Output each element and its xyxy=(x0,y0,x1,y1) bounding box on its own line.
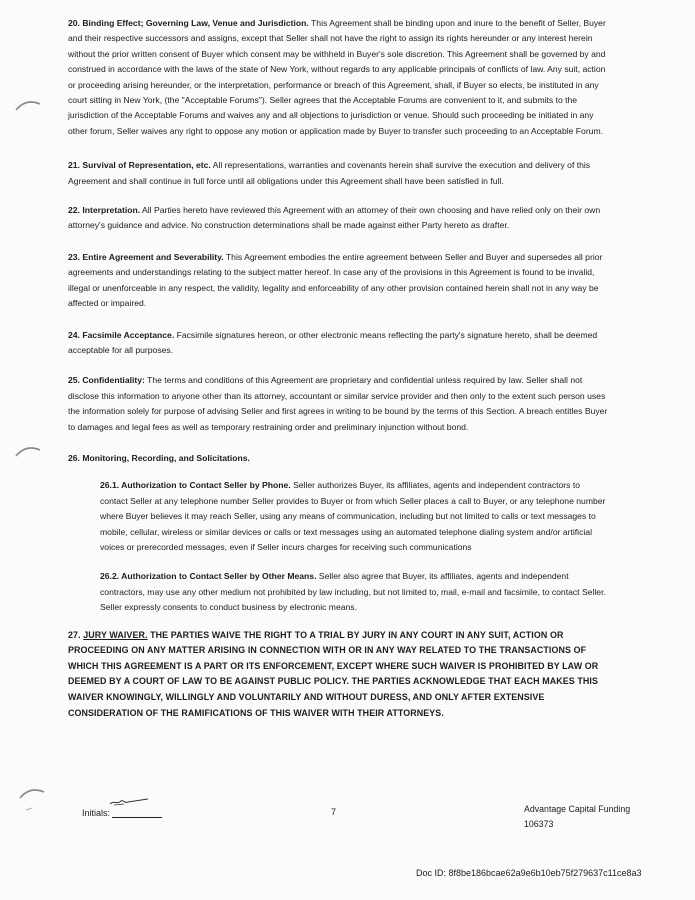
section-26-1-body: Seller authorizes Buyer, its affiliates, agents and independent contractors to contact Seller at any telephone number Seller provides to Buyer or from which Seller places a call to Buyer, or any telephone number where Buyer believes it may reach Seller, using any means of communication, including but not limited to calls or text messages to mobile, cellular, wireless or similar devices or calls or text messages using an automated telephone dialing system and/or artificial voices or prerecorded messages, even if Seller incurs charges for receiving such communications xyxy=(100,480,606,552)
section-20-body: This Agreement shall be binding upon and inure to the benefit of Seller, Buyer and their respective successors and assigns, except that Seller shall not have the right to assign its rights hereunder or any interest herein without the prior written consent of Buyer which consent may be withheld in Buyer's sole discretion. This Agreement shall be governed by and construed in accordance with the laws of the state of New York, without regards to any applicable principals of conflicts of law. Any suit, action or proceeding arising hereunder, or the interpretation, performance or breach of this Agreement, shall, if Buyer so elects, be instituted in any court sitting in New York, (the "Acceptable Forums"). Seller agrees that the Acceptable Forums are convenient to it, and submits to the jurisdiction of the Acceptable Forums and waives any and all objections to jurisdiction or venue. Should such proceeding be initiated in any other forum, Seller waives any right to oppose any motion or application made by Buyer to transfer such proceeding to an Acceptable Forum. xyxy=(68,18,606,136)
section-25-body: The terms and conditions of this Agreement are proprietary and confidential unless required by law. Seller shall not disclose this information to anyone other than its attorney, accountant or similar service provider and then only to the extent such person uses the information solely for purpose of advising Seller and first agrees in writing to be bound by the terms of this Section. A breach entitles Buyer to damages and legal fees as well as temporary restraining order and preliminary injunction without bond. xyxy=(68,375,608,432)
section-21 xyxy=(68,158,608,189)
doc-id: Doc ID: 8f8be186bcae62a9e6b10eb75f279637c11ce8a3 xyxy=(416,868,642,878)
section-27-number: 27. xyxy=(68,629,84,640)
section-26-2-body: Seller also agree that Buyer, its affiliates, agents and independent contractors, may use any other medium not prohibited by law including, but not limited to, mail, e-mail and facsimile, to contact Seller. Seller expressly consents to conduct business by electronic means. xyxy=(100,571,606,613)
company-name: Advantage Capital Funding xyxy=(524,804,631,814)
document-body xyxy=(68,8,608,721)
section-22 xyxy=(68,203,608,234)
section-26-2 xyxy=(100,569,608,615)
section-23-body: This Agreement embodies the entire agreement between Seller and Buyer and supersedes all prior agreements and understandings relating to the subject matter hereof. In case any of the provisions in this Agreement is found to be invalid, illegal or unenforceable in any respect, the validity, legality and enforceability of any other provision contained herein shall not in any way be affected or impaired. xyxy=(68,251,603,309)
initials-signature xyxy=(108,796,152,808)
section-23 xyxy=(68,250,608,312)
section-20-heading: 20. Binding Effect; Governing Law, Venue and Jurisdiction. xyxy=(68,18,309,28)
section-23-heading: 23. Entire Agreement and Severability. xyxy=(68,251,224,262)
section-26-2-heading: 26.2. Authorization to Contact Seller by Other Means. xyxy=(100,571,317,582)
section-22-heading: 22. Interpretation. xyxy=(68,205,141,216)
initials-label: Initials: xyxy=(82,808,111,818)
section-24 xyxy=(68,328,608,359)
section-25-heading: 25. Confidentiality: xyxy=(68,375,145,386)
initials-field xyxy=(82,808,162,818)
scan-mark-bottom xyxy=(18,784,48,814)
section-26 xyxy=(68,451,608,466)
section-24-body: Facsimile signatures hereon, or other electronic means reflecting the party's signature hereto, shall be deemed acceptable for all purposes. xyxy=(68,329,598,355)
section-24-heading: 24. Facsimile Acceptance. xyxy=(68,329,175,340)
section-27-body: THE PARTIES WAIVE THE RIGHT TO A TRIAL BY JURY IN ANY COURT IN ANY SUIT, ACTION OR PROCEEDING ON ANY MATTER ARISING IN CONNECTION WITH OR IN ANY WAY RELATED TO THE TRANSACTIONS OF WHICH THIS AGREEMENT IS A PART OR ITS ENFORCEMENT, EXCEPT WHERE SUCH WAIVER IS PROHIBITED BY LAW OR DEEMED BY A COURT OF LAW TO BE AGAINST PUBLIC POLICY. THE PARTIES ACKNOWLEDGE THAT EACH MAKES THIS WAIVER KNOWINGLY, WILLINGLY AND VOLUNTARILY AND WITHOUT DURESS, AND ONLY AFTER EXTENSIVE CONSIDERATION OF THE RAMIFICATIONS OF THIS WAIVER WITH THEIR ATTORNEYS. xyxy=(68,629,599,718)
section-22-body: All Parties hereto have reviewed this Agreement with an attorney of their own choosing and have relied only on their own attorney's guidance and advice. No construction determinations shall be made against either Party hereto as drafter. xyxy=(68,205,601,231)
section-26-1-heading: 26.1. Authorization to Contact Seller by Phone. xyxy=(100,480,291,491)
scan-mark-top xyxy=(14,96,42,114)
section-20 xyxy=(68,16,608,139)
section-27 xyxy=(68,628,608,722)
page-number: 7 xyxy=(331,807,337,817)
company-number: 106373 xyxy=(524,819,554,829)
section-25 xyxy=(68,373,608,435)
section-26-heading: 26. Monitoring, Recording, and Solicitations. xyxy=(68,452,250,463)
section-26-1 xyxy=(100,478,608,555)
section-27-heading: JURY WAIVER. xyxy=(83,629,148,640)
section-21-heading: 21. Survival of Representation, etc. xyxy=(68,160,211,171)
scan-mark-middle xyxy=(14,442,42,460)
initials-line xyxy=(112,817,162,818)
company-block xyxy=(524,802,630,832)
section-21-body: All representations, warranties and covenants herein shall survive the execution and delivery of this Agreement and shall continue in full force until all obligations under this Agreement shall have been satisfied in full. xyxy=(68,160,591,186)
